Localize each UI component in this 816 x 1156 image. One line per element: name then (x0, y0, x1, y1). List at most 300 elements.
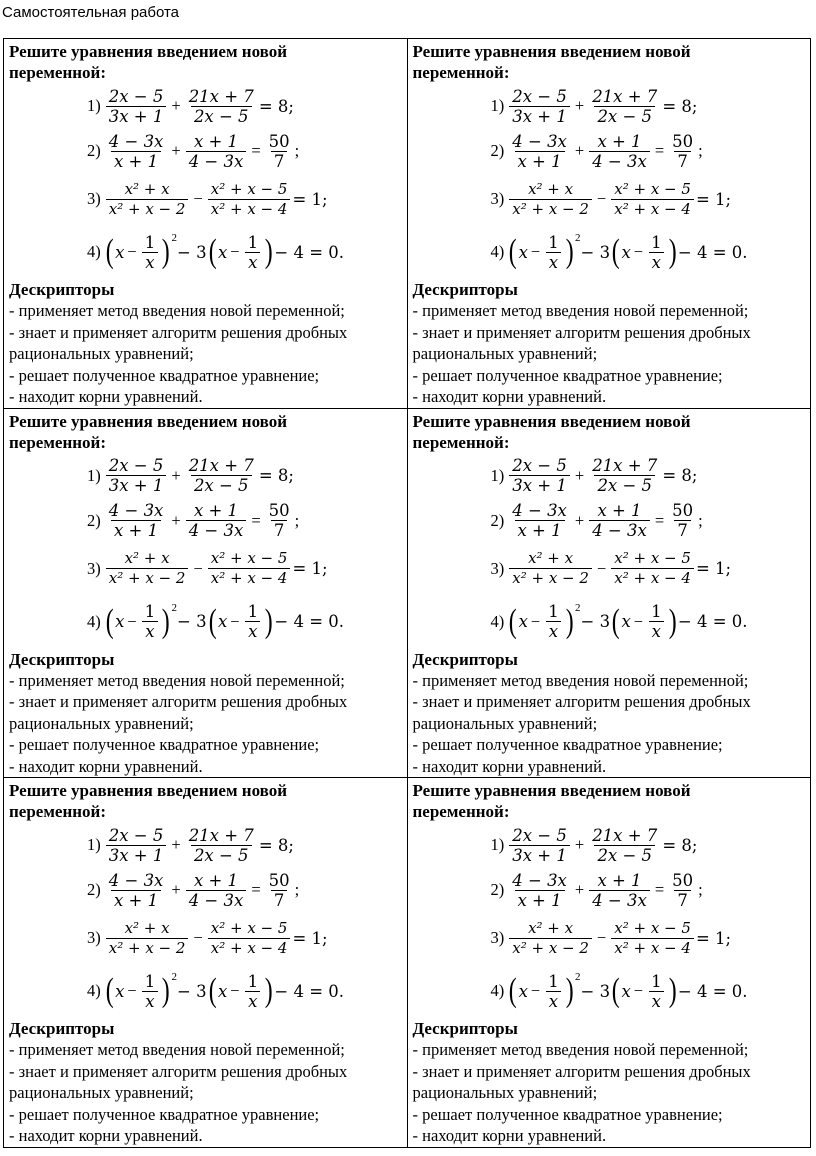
operator: − (193, 558, 203, 578)
left-paren: ( (208, 233, 217, 270)
denominator: x (142, 621, 157, 641)
fraction (509, 826, 570, 865)
equation-3 (491, 543, 807, 595)
left-paren: ( (105, 972, 114, 1009)
operator: − (530, 981, 541, 1000)
denominator: x (546, 252, 561, 272)
task-cards-grid (3, 38, 811, 1148)
variable: x (518, 242, 528, 262)
exponent: 2 (575, 971, 581, 983)
denominator: x (245, 252, 260, 272)
variable: x (518, 612, 528, 631)
numerator: 2x − 5 (108, 456, 164, 475)
descriptor-item: рациональных уравнений; (9, 713, 194, 733)
denominator: 3x + 1 (106, 475, 167, 495)
fraction (245, 233, 262, 272)
semicolon: ; (698, 510, 703, 530)
numerator: 21x + 7 (188, 456, 254, 475)
denominator: x² + x − 4 (208, 938, 291, 958)
denominator: 7 (271, 890, 288, 910)
operator: + (171, 510, 181, 530)
descriptor-item: - решает полученное квадратное уравнение; (412, 735, 723, 754)
numerator: 1 (548, 971, 559, 991)
equation-2 (491, 868, 807, 912)
fraction (106, 180, 189, 219)
denominator: 4 − 3x (589, 890, 650, 910)
numerator: 50 (268, 870, 290, 890)
fraction (142, 602, 159, 641)
left-paren: ( (508, 602, 517, 640)
equation-list (413, 822, 807, 1018)
left-paren: ( (208, 602, 217, 640)
operator: − (596, 558, 607, 578)
fraction (106, 87, 167, 126)
fraction (648, 233, 665, 272)
numerator: 4 − 3x (108, 131, 164, 151)
operator: − (127, 242, 137, 261)
denominator: x² + x − 2 (106, 938, 189, 958)
descriptor-item: - находит корни уравнений. (9, 1126, 203, 1145)
equation-4 (491, 964, 807, 1018)
operator: − (596, 928, 607, 947)
equation-number: 2) (490, 880, 505, 899)
descriptor-item: - применяет метод введения новой переменной; (412, 670, 749, 690)
operator: − (633, 611, 644, 631)
denominator: x² + x − 2 (509, 568, 592, 588)
fraction (106, 132, 167, 171)
numerator: x² + x (124, 179, 170, 198)
descriptors-title: Дескрипторы (9, 280, 115, 299)
descriptor-item: рациональных уравнений; (412, 1083, 598, 1102)
fraction (589, 501, 650, 540)
operator: + (574, 96, 585, 115)
operator: + (574, 880, 585, 899)
fraction (545, 602, 562, 641)
numerator: 50 (672, 501, 694, 520)
descriptor-item: - находит корни уравнений. (412, 756, 607, 776)
numerator: 1 (247, 971, 259, 991)
numerator: 21x + 7 (592, 86, 658, 106)
fraction (106, 919, 189, 958)
numerator: 4 − 3x (512, 870, 567, 890)
task-heading-line: переменной: (9, 63, 107, 82)
denominator: x² + x − 2 (509, 938, 592, 958)
denominator: x + 1 (111, 520, 161, 540)
task-heading (9, 411, 403, 453)
denominator: 7 (674, 520, 691, 540)
equation-4 (87, 595, 403, 649)
denominator: 3x + 1 (509, 106, 570, 126)
left-paren: ( (611, 972, 620, 1009)
operator: + (574, 510, 585, 530)
equation-3 (87, 173, 403, 225)
numerator: x + 1 (597, 870, 642, 890)
denominator: 7 (271, 520, 288, 540)
numerator: 21x + 7 (592, 825, 658, 845)
denominator: 2x − 5 (594, 845, 655, 865)
equation-2 (491, 129, 807, 173)
numerator: x² + x (124, 549, 170, 567)
operator: − (530, 611, 541, 631)
left-paren: ( (508, 972, 517, 1009)
right-hand-side: = 8; (662, 835, 698, 855)
equation-1 (491, 83, 807, 129)
fraction (186, 456, 257, 495)
denominator: x² + x − 4 (611, 568, 694, 588)
right-hand-side: = 8; (258, 96, 294, 116)
exponent: 2 (171, 232, 178, 244)
numerator: x² + x − 5 (614, 179, 691, 198)
semicolon: ; (294, 141, 300, 160)
tail-term: − 4 = 0. (274, 612, 345, 631)
numerator: x² + x (124, 918, 170, 937)
right-hand-side: = 1; (292, 559, 328, 578)
operator: − (596, 189, 607, 208)
operator: + (574, 465, 585, 485)
equation-1 (87, 453, 403, 499)
right-hand-side: = 1; (695, 559, 732, 578)
fraction (142, 233, 159, 272)
numerator: 50 (268, 501, 290, 520)
denominator: x + 1 (111, 151, 161, 171)
numerator: 4 − 3x (512, 501, 567, 520)
left-paren: ( (208, 972, 217, 1009)
numerator: x + 1 (597, 131, 642, 151)
grid-row (4, 39, 811, 409)
fraction (611, 919, 694, 958)
equation-list (413, 453, 807, 649)
fraction (142, 972, 159, 1011)
numerator: 1 (144, 602, 156, 621)
numerator: x² + x (528, 549, 574, 567)
denominator: x² + x − 2 (509, 199, 592, 219)
equation-number: 1) (490, 465, 505, 485)
task-heading (413, 411, 807, 453)
denominator: 4 − 3x (589, 151, 650, 171)
fraction (509, 456, 570, 495)
operator: = (251, 141, 261, 160)
denominator: x + 1 (111, 890, 161, 910)
descriptor-item: - решает полученное квадратное уравнение; (9, 1104, 320, 1124)
fraction (509, 871, 570, 910)
descriptors-list (413, 670, 807, 778)
exponent: 2 (171, 601, 178, 614)
denominator: x (142, 252, 157, 272)
exponent: 2 (575, 232, 581, 244)
task-card (407, 408, 811, 778)
fraction (106, 549, 189, 588)
operator: + (171, 835, 181, 854)
descriptors-title: Дескрипторы (9, 1019, 115, 1038)
numerator: 21x + 7 (188, 825, 254, 845)
operator: = (654, 880, 665, 899)
denominator: x² + x − 2 (106, 568, 189, 588)
fraction (106, 826, 167, 865)
right-paren: ) (565, 602, 574, 640)
denominator: 4 − 3x (186, 890, 247, 910)
equation-2 (491, 499, 807, 543)
task-heading-line: Решите уравнения введением новой (412, 781, 691, 800)
denominator: x² + x − 4 (208, 568, 291, 588)
fraction (611, 549, 694, 588)
operator: − (633, 242, 644, 261)
denominator: 3x + 1 (106, 845, 167, 865)
equation-1 (491, 453, 807, 499)
denominator: x (649, 621, 664, 641)
denominator: 3x + 1 (509, 845, 570, 865)
numerator: x² + x (528, 918, 574, 937)
numerator: 1 (651, 971, 662, 991)
equation-3 (491, 173, 807, 225)
equation-number: 1) (87, 96, 101, 115)
tail-term: − 4 = 0. (677, 242, 748, 262)
numerator: 50 (268, 131, 290, 151)
descriptor-item: - применяет метод введения новой переменной; (9, 1040, 345, 1059)
denominator: 4 − 3x (186, 520, 247, 540)
descriptors-list (9, 1039, 403, 1147)
denominator: 3x + 1 (509, 475, 570, 495)
fraction (186, 132, 247, 171)
right-hand-side: = 8; (258, 835, 294, 855)
equation-number: 2) (87, 141, 101, 160)
numerator: x² + x − 5 (614, 549, 691, 567)
denominator: x + 1 (515, 520, 565, 540)
task-heading (9, 41, 403, 83)
operator: − (127, 611, 137, 631)
numerator: 1 (144, 232, 156, 252)
tail-term: − 4 = 0. (274, 981, 345, 1001)
middle-term: − 3 (177, 612, 207, 631)
left-paren: ( (611, 602, 620, 640)
numerator: 4 − 3x (108, 870, 164, 890)
grid-row (4, 408, 811, 778)
semicolon: ; (294, 510, 300, 530)
right-paren: ) (668, 972, 677, 1009)
fraction (669, 871, 696, 910)
operator: + (574, 835, 585, 854)
task-card (4, 39, 408, 409)
task-heading-line: переменной: (9, 432, 107, 452)
variable: x (217, 242, 228, 262)
equation-number: 2) (87, 880, 101, 899)
equation-2 (87, 129, 403, 173)
right-hand-side: = 1; (695, 189, 732, 209)
descriptor-item: рациональных уравнений; (412, 713, 598, 733)
right-hand-side: = 8; (662, 96, 698, 116)
numerator: 1 (144, 971, 156, 991)
denominator: 7 (271, 151, 288, 171)
fraction (186, 826, 257, 865)
fraction (245, 972, 262, 1011)
numerator: 4 − 3x (512, 131, 567, 151)
descriptor-item: - знает и применяет алгоритм решения дробных (412, 1061, 751, 1081)
operator: = (251, 880, 261, 899)
operator: − (193, 189, 203, 208)
operator: − (230, 981, 240, 1000)
task-heading (413, 780, 807, 822)
fraction (589, 871, 650, 910)
fraction (545, 972, 562, 1011)
right-paren: ) (565, 972, 574, 1009)
numerator: 2x − 5 (108, 825, 164, 845)
descriptor-item: - применяет метод введения новой переменной; (9, 670, 345, 690)
equation-number: 2) (490, 510, 505, 530)
operator: = (251, 510, 261, 530)
denominator: x (245, 991, 260, 1011)
task-heading-line: Решите уравнения введением новой (412, 42, 691, 61)
descriptor-item: - знает и применяет алгоритм решения дробных (412, 322, 751, 342)
variable: x (217, 981, 228, 1001)
descriptors-title: Дескрипторы (412, 280, 518, 299)
denominator: x + 1 (515, 890, 565, 910)
denominator: 2x − 5 (191, 845, 252, 865)
descriptor-item: - находит корни уравнений. (412, 387, 607, 406)
denominator: x (649, 252, 664, 272)
equation-number: 1) (490, 835, 505, 854)
equation-number: 4) (87, 611, 101, 631)
variable: x (621, 981, 631, 1001)
descriptors-list (413, 300, 807, 408)
equation-number: 3) (490, 189, 505, 208)
numerator: x² + x − 5 (210, 549, 288, 567)
equation-number: 3) (490, 928, 505, 947)
variable: x (518, 981, 528, 1001)
fraction (208, 180, 291, 219)
right-paren: ) (668, 233, 677, 270)
fraction (186, 87, 257, 126)
variable: x (115, 612, 125, 631)
denominator: 2x − 5 (594, 475, 655, 495)
tail-term: − 4 = 0. (677, 981, 748, 1001)
equation-3 (87, 543, 403, 595)
fraction (106, 456, 167, 495)
task-heading-line: переменной: (412, 63, 510, 82)
numerator: 4 − 3x (108, 501, 164, 520)
denominator: x² + x − 4 (611, 938, 694, 958)
fraction (106, 871, 167, 910)
fraction (589, 87, 660, 126)
task-heading-line: переменной: (9, 802, 107, 821)
fraction (186, 501, 247, 540)
equation-1 (491, 822, 807, 868)
right-hand-side: = 8; (662, 466, 698, 485)
fraction (266, 501, 293, 540)
task-heading-line: переменной: (412, 432, 510, 452)
operator: − (633, 981, 644, 1000)
fraction (106, 501, 167, 540)
task-heading-line: Решите уравнения введением новой (9, 42, 288, 61)
equation-list (413, 83, 807, 279)
descriptor-item: - находит корни уравнений. (9, 756, 203, 776)
right-paren: ) (161, 602, 170, 640)
middle-term: − 3 (580, 612, 611, 631)
equation-list (9, 83, 403, 279)
denominator: 4 − 3x (589, 520, 650, 540)
numerator: x² + x (528, 179, 574, 198)
fraction (648, 972, 665, 1011)
grid-row (4, 778, 811, 1148)
fraction (589, 826, 660, 865)
left-paren: ( (508, 233, 517, 270)
descriptor-item: - решает полученное квадратное уравнение; (412, 365, 723, 385)
descriptors-title: Дескрипторы (412, 1019, 518, 1038)
numerator: 1 (548, 602, 559, 621)
operator: + (171, 141, 181, 160)
equation-number: 3) (490, 558, 505, 578)
right-paren: ) (565, 233, 574, 270)
equation-number: 1) (87, 465, 101, 485)
fraction (266, 132, 293, 171)
equation-number: 3) (87, 928, 101, 947)
descriptor-item: - решает полученное квадратное уравнение; (9, 365, 320, 385)
equation-number: 4) (490, 242, 505, 261)
right-hand-side: = 1; (292, 189, 328, 209)
fraction (266, 871, 293, 910)
numerator: 1 (247, 232, 259, 252)
tail-term: − 4 = 0. (677, 612, 748, 631)
numerator: 50 (672, 131, 694, 151)
denominator: 7 (674, 151, 691, 171)
descriptor-item: - применяет метод введения новой переменной; (412, 301, 749, 320)
right-paren: ) (161, 972, 170, 1009)
operator: + (171, 465, 181, 485)
equation-4 (491, 595, 807, 649)
numerator: x + 1 (193, 870, 239, 890)
equation-2 (87, 868, 403, 912)
denominator: x + 1 (515, 151, 565, 171)
numerator: 2x − 5 (512, 456, 567, 475)
tail-term: − 4 = 0. (274, 242, 345, 262)
fraction (509, 180, 592, 219)
denominator: x (142, 991, 157, 1011)
descriptor-item: - применяет метод введения новой переменной; (9, 301, 345, 320)
numerator: 50 (672, 870, 694, 890)
equation-2 (87, 499, 403, 543)
right-paren: ) (264, 233, 273, 270)
operator: − (530, 242, 541, 261)
descriptor-item: рациональных уравнений; (9, 1083, 194, 1102)
task-heading-line: Решите уравнения введением новой (9, 411, 288, 431)
equation-4 (491, 225, 807, 279)
equation-number: 1) (87, 835, 101, 854)
middle-term: − 3 (177, 981, 207, 1001)
descriptor-item: рациональных уравнений; (412, 344, 598, 363)
numerator: 2x − 5 (512, 86, 567, 106)
equation-list (9, 453, 403, 649)
numerator: 1 (651, 602, 662, 621)
numerator: 1 (247, 602, 259, 621)
denominator: 3x + 1 (106, 106, 167, 126)
task-heading-line: Решите уравнения введением новой (9, 781, 288, 800)
denominator: 2x − 5 (191, 475, 252, 495)
denominator: x² + x − 2 (106, 199, 189, 219)
exponent: 2 (171, 971, 178, 983)
variable: x (621, 242, 631, 262)
middle-term: − 3 (580, 981, 611, 1001)
equation-4 (87, 964, 403, 1018)
fraction (509, 501, 570, 540)
fraction (589, 456, 660, 495)
right-hand-side: = 8; (258, 466, 294, 485)
right-hand-side: = 1; (695, 928, 732, 948)
equation-1 (87, 822, 403, 868)
task-heading-line: Решите уравнения введением новой (412, 411, 691, 431)
operator: + (171, 96, 181, 115)
middle-term: − 3 (580, 242, 611, 262)
numerator: 1 (548, 232, 559, 252)
descriptor-item: - знает и применяет алгоритм решения дробных (9, 1061, 348, 1081)
descriptor-item: рациональных уравнений; (9, 344, 194, 363)
